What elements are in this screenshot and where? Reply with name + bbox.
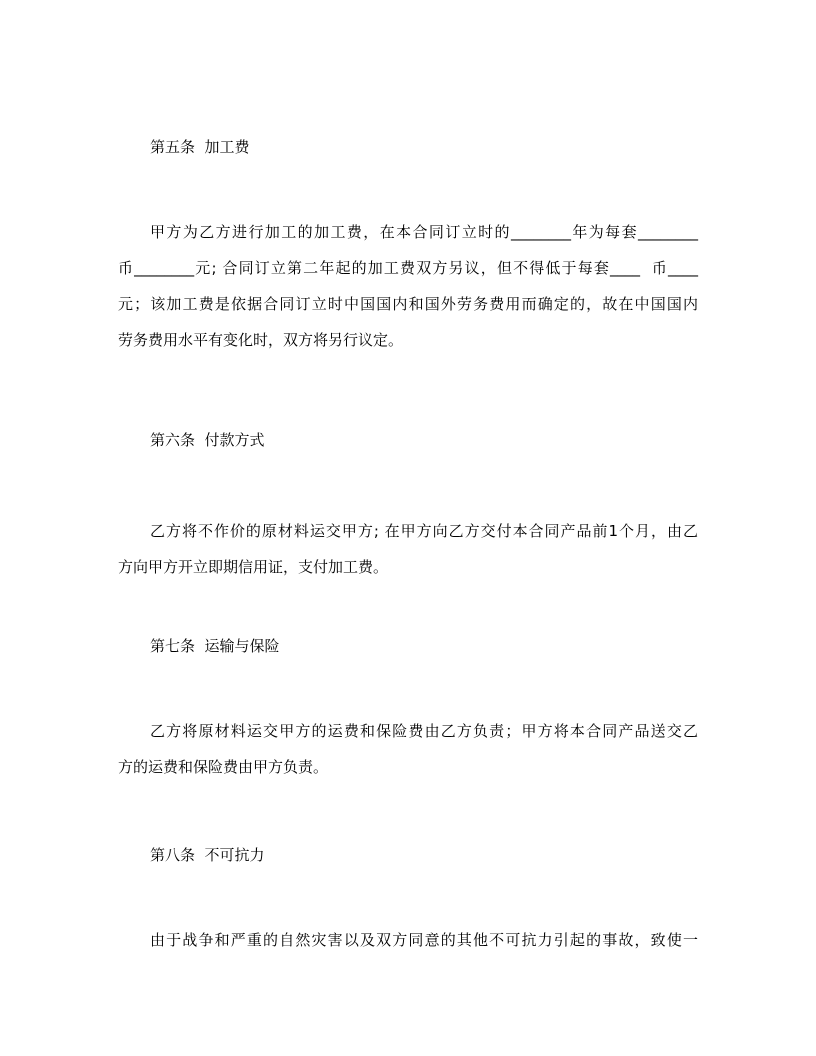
article-5-line-1: 甲方为乙方进行加工的加工费，在本合同订立时的________年为每套________ bbox=[150, 223, 698, 241]
article-5-line-3: 元；该加工费是依据合同订立时中国国内和国外劳务费用而确定的，故在中国国内 bbox=[118, 295, 698, 313]
article-6-line-1: 乙方将不作价的原材料运交甲方; 在甲方向乙方交付本合同产品前1个月，由乙 bbox=[150, 522, 698, 540]
article-7-body bbox=[118, 713, 698, 785]
article-6-body bbox=[118, 513, 698, 585]
article-6-line-2: 方向甲方开立即期信用证，支付加工费。 bbox=[118, 558, 389, 576]
article-5-line-4: 劳务费用水平有变化时，双方将另行议定。 bbox=[118, 331, 404, 349]
article-7-line-2: 方的运费和保险费由甲方负责。 bbox=[118, 758, 329, 776]
article-5-heading: 第五条 加工费 bbox=[150, 138, 250, 156]
article-6-heading: 第六条 付款方式 bbox=[150, 431, 265, 449]
article-8-heading: 第八条 不可抗力 bbox=[150, 846, 265, 864]
article-5-body bbox=[118, 214, 698, 358]
article-7-heading: 第七条 运输与保险 bbox=[150, 637, 280, 655]
article-7-line-1: 乙方将原材料运交甲方的运费和保险费由乙方负责；甲方将本合同产品送交乙 bbox=[150, 722, 698, 740]
article-5-line-2: 币________元; 合同订立第二年起的加工费双方另议，但不得低于每套____ 币____ bbox=[118, 259, 698, 277]
article-8-line-1: 由于战争和严重的自然灾害以及双方同意的其他不可抗力引起的事故，致使一 bbox=[150, 931, 698, 949]
article-8-body bbox=[118, 922, 698, 958]
